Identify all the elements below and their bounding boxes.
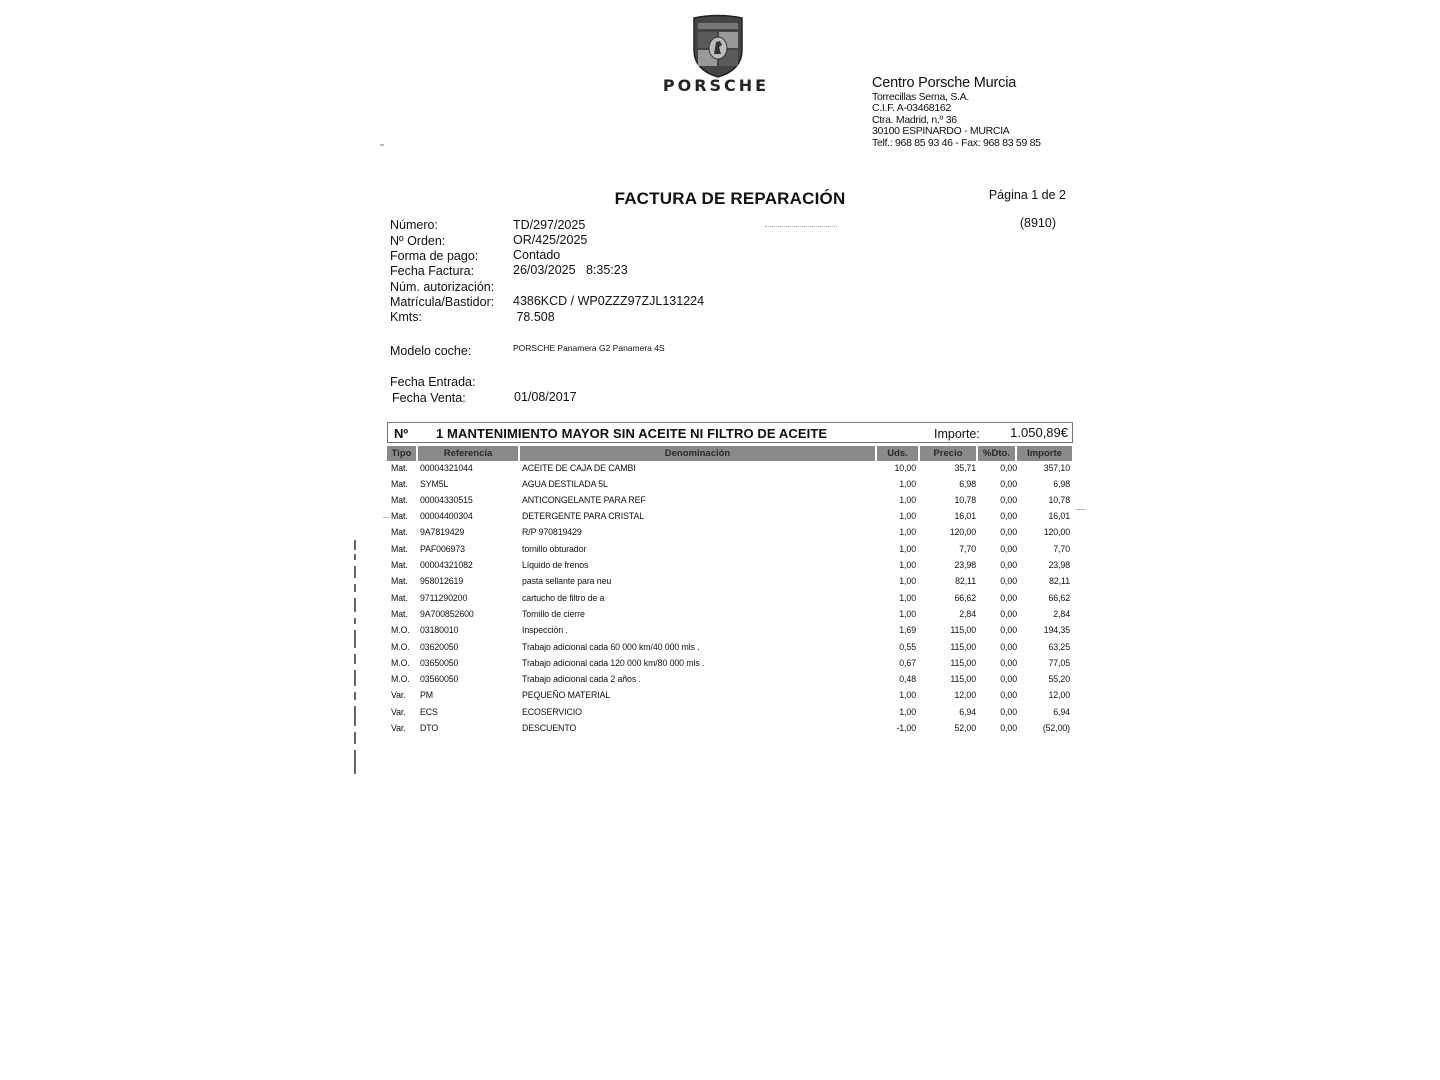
cell-denominacion: PEQUEÑO MATERIAL <box>522 690 611 700</box>
cell-importe: 357,10 <box>1043 463 1070 473</box>
dealer-line: Telf.: 968 85 93 46 - Fax: 968 83 59 85 <box>872 136 1041 149</box>
cell-importe: 82,11 <box>1049 576 1070 586</box>
cell-tipo: Mat. <box>391 527 408 537</box>
dealer-line: 30100 ESPINARDO - MURCIA <box>872 125 1010 137</box>
cell-referencia: ECS <box>420 707 438 717</box>
cell-importe: 7,70 <box>1053 544 1070 554</box>
dealer-address-block <box>872 75 1092 149</box>
cell-dto: 0,00 <box>1000 723 1017 733</box>
cell-dto: 0,00 <box>1000 511 1017 521</box>
cell-importe: (52,00) <box>1042 723 1070 733</box>
cell-tipo: Mat. <box>391 593 408 603</box>
cell-uds: 0,55 <box>899 642 916 652</box>
cell-referencia: 03180010 <box>420 625 459 635</box>
cell-referencia: 00004321082 <box>420 560 473 570</box>
cell-tipo: Var. <box>391 690 406 700</box>
cell-denominacion: DETERGENTE PARA CRISTAL <box>522 511 645 521</box>
cell-denominacion: cartucho de filtro de a <box>522 593 605 603</box>
cell-denominacion: Inspección . <box>522 625 568 635</box>
cell-dto: 0,00 <box>1000 495 1017 505</box>
cell-uds: 0,67 <box>899 658 916 668</box>
cell-uds: 1,00 <box>899 609 916 619</box>
cell-referencia: SYM5L <box>420 479 449 489</box>
cell-importe: 55,20 <box>1048 674 1070 684</box>
cell-importe: 16,01 <box>1048 511 1070 521</box>
cell-denominacion: Trabajo adicional cada 60 000 km/40 000 mls . <box>522 642 700 652</box>
cell-importe: 66,62 <box>1048 593 1070 603</box>
cell-precio: 7,70 <box>959 544 976 554</box>
cell-precio: 6,94 <box>959 707 976 717</box>
field-label-fecha-entrada: Fecha Entrada: <box>390 375 476 389</box>
cell-importe: 23,98 <box>1048 560 1070 570</box>
column-header-precio: Precio <box>920 446 976 461</box>
cell-denominacion: ECOSERVICIO <box>522 707 582 717</box>
cell-dto: 0,00 <box>1000 593 1017 603</box>
cell-dto: 0,00 <box>1000 625 1017 635</box>
scan-artifact <box>1076 509 1086 510</box>
cell-precio: 115,00 <box>950 674 976 684</box>
field-label-fecha-factura: Fecha Factura: <box>390 264 475 278</box>
cell-importe: 194,35 <box>1043 625 1070 635</box>
cell-uds: 1,00 <box>899 495 916 505</box>
column-header-referencia: Referencia <box>418 446 518 461</box>
field-label-matricula: Matrícula/Bastidor: <box>390 295 495 309</box>
field-label-forma-pago: Forma de pago: <box>390 249 479 263</box>
cell-importe: 10,78 <box>1048 495 1070 505</box>
field-label-fecha-venta: Fecha Venta: <box>392 391 466 405</box>
cell-uds: 1,00 <box>899 511 916 521</box>
cell-importe: 6,98 <box>1053 479 1070 489</box>
cell-referencia: 9A7819429 <box>420 527 465 537</box>
field-label-orden: Nº Orden: <box>390 234 446 248</box>
cell-dto: 0,00 <box>1000 576 1017 586</box>
cell-importe: 6,94 <box>1053 707 1070 717</box>
cell-precio: 82,11 <box>955 576 976 586</box>
cell-denominacion: Tornillo de cierre <box>522 609 585 619</box>
cell-precio: 115,00 <box>950 625 976 635</box>
cell-denominacion: Trabajo adicional cada 2 años . <box>522 674 641 684</box>
cell-dto: 0,00 <box>1000 463 1017 473</box>
cell-uds: 1,69 <box>899 625 916 635</box>
dealer-line: Torrecillas Serna, S.A. <box>872 90 969 103</box>
cell-uds: 1,00 <box>899 560 916 570</box>
column-header-dto: %Dto. <box>978 446 1015 461</box>
cell-denominacion: DESCUENTO <box>522 723 577 733</box>
cell-precio: 2,84 <box>959 609 976 619</box>
cell-denominacion: tornillo obturador <box>522 544 587 554</box>
cell-precio: 23,98 <box>954 560 976 570</box>
field-value-kmts: 78.508 <box>513 310 555 324</box>
cell-tipo: Mat. <box>391 576 408 586</box>
field-label-kmts: Kmts: <box>390 310 422 324</box>
cell-dto: 0,00 <box>1000 707 1017 717</box>
cell-denominacion: ACEITE DE CAJA DE CAMBI <box>522 463 636 473</box>
column-header-importe: Importe <box>1017 446 1072 461</box>
cell-tipo: M.O. <box>391 658 410 668</box>
cell-importe: 120,00 <box>1043 527 1070 537</box>
brand-wordmark: PORSCHE <box>662 76 770 95</box>
cell-tipo: M.O. <box>391 642 410 652</box>
cell-importe: 2,84 <box>1053 609 1070 619</box>
cell-precio: 12,00 <box>954 690 976 700</box>
cell-dto: 0,00 <box>1000 527 1017 537</box>
cell-uds: 1,00 <box>899 593 916 603</box>
cell-dto: 0,00 <box>1000 658 1017 668</box>
section-importe-label: Importe: <box>934 427 980 441</box>
cell-tipo: M.O. <box>391 625 410 635</box>
cell-tipo: Mat. <box>391 463 408 473</box>
cell-denominacion: pasta sellante para neu <box>522 576 612 586</box>
field-label-modelo: Modelo coche: <box>390 344 472 358</box>
cell-tipo: Var. <box>391 707 406 717</box>
cell-importe: 77,05 <box>1048 658 1070 668</box>
cell-dto: 0,00 <box>1000 479 1017 489</box>
cell-uds: 1,00 <box>899 707 916 717</box>
field-value-fecha-factura: 26/03/2025 8:35:23 <box>513 263 628 277</box>
cell-referencia: 03560050 <box>420 674 459 684</box>
cell-tipo: Mat. <box>391 609 408 619</box>
cell-referencia: PAF006973 <box>420 544 465 554</box>
cell-uds: 1,00 <box>899 576 916 586</box>
cell-precio: 115,00 <box>950 642 976 652</box>
cell-dto: 0,00 <box>1000 560 1017 570</box>
dealer-line: Ctra. Madrid, n.º 36 <box>872 113 957 126</box>
cell-uds: 10,00 <box>894 463 916 473</box>
field-value-forma-pago: Contado <box>513 248 561 262</box>
field-value-fecha-venta: 01/08/2017 <box>514 390 577 404</box>
cell-tipo: M.O. <box>391 674 410 684</box>
field-label-numero: Número: <box>390 218 438 232</box>
cell-uds: 1,00 <box>899 479 916 489</box>
field-value-numero: TD/297/2025 <box>513 218 586 232</box>
cell-uds: -1,00 <box>896 723 916 733</box>
cell-referencia: DTO <box>420 723 439 733</box>
field-value-matricula: 4386KCD / WP0ZZZ97ZJL131224 <box>513 294 705 308</box>
field-value-modelo: PORSCHE Panamera G2 Panamera 4S <box>513 343 665 353</box>
margin-scan-artifact <box>352 540 360 775</box>
porsche-crest-icon <box>692 14 744 78</box>
column-header-tipo: Tipo <box>387 446 416 461</box>
cell-referencia: 958012619 <box>420 576 464 586</box>
field-value-orden: OR/425/2025 <box>513 233 588 247</box>
dealer-line: C.I.F. A-03468162 <box>872 102 951 114</box>
cell-precio: 120,00 <box>949 527 976 537</box>
scan-artifact <box>383 517 389 518</box>
section-title: 1 MANTENIMIENTO MAYOR SIN ACEITE NI FILTRO DE ACEITE <box>436 426 828 441</box>
cell-precio: 66,62 <box>954 593 976 603</box>
cell-precio: 52,00 <box>954 723 976 733</box>
column-header-denominacion: Denominación <box>520 446 875 461</box>
cell-precio: 16,01 <box>954 511 976 521</box>
section-importe-value: 1.050,89€ <box>1010 425 1068 440</box>
cell-dto: 0,00 <box>1000 642 1017 652</box>
cell-dto: 0,00 <box>1000 609 1017 619</box>
scan-artifact <box>380 144 384 146</box>
cell-denominacion: Trabajo adicional cada 120 000 km/80 000 mls . <box>522 658 705 668</box>
cell-referencia: PM <box>420 690 433 700</box>
cell-referencia: 9A700852600 <box>420 609 474 619</box>
cell-denominacion: AGUA DESTILADA 5L <box>522 479 608 489</box>
cell-denominacion: R/P 970819429 <box>522 527 582 537</box>
cell-referencia: 03620050 <box>420 642 459 652</box>
cell-uds: 0,48 <box>899 674 916 684</box>
cell-tipo: Mat. <box>391 495 408 505</box>
document-title: FACTURA DE REPARACIÓN <box>614 189 846 208</box>
cell-tipo: Mat. <box>391 544 408 554</box>
cell-denominacion: ANTICONGELANTE PARA REF <box>522 495 646 505</box>
cell-uds: 1,00 <box>899 527 916 537</box>
cell-precio: 35,71 <box>954 463 976 473</box>
cell-dto: 0,00 <box>1000 690 1017 700</box>
cell-precio: 115,00 <box>950 658 976 668</box>
cell-tipo: Mat. <box>391 479 408 489</box>
page-number: Página 1 de 2 <box>988 188 1066 202</box>
cell-precio: 6,98 <box>959 479 976 489</box>
cell-referencia: 9711290200 <box>420 593 468 603</box>
field-label-autorizacion: Núm. autorización: <box>390 280 495 294</box>
section-number-label: Nº <box>394 426 409 441</box>
cell-referencia: 00004330515 <box>420 495 473 505</box>
cell-tipo: Mat. <box>391 511 408 521</box>
cell-denominacion: Líquido de frenos <box>522 560 589 570</box>
cell-importe: 63,25 <box>1048 642 1070 652</box>
cell-referencia: 00004400304 <box>420 511 473 521</box>
cell-dto: 0,00 <box>1000 674 1017 684</box>
cell-dto: 0,00 <box>1000 544 1017 554</box>
cell-referencia: 03650050 <box>420 658 459 668</box>
cell-referencia: 00004321044 <box>420 463 473 473</box>
column-header-uds: Uds. <box>877 446 918 461</box>
cell-tipo: Var. <box>391 723 406 733</box>
cell-uds: 1,00 <box>899 544 916 554</box>
cell-importe: 12,00 <box>1048 690 1070 700</box>
dealer-name: Centro Porsche Murcia <box>872 75 1017 91</box>
scan-artifact <box>765 226 837 229</box>
cell-precio: 10,78 <box>954 495 976 505</box>
reference-code: (8910) <box>1019 216 1056 230</box>
cell-tipo: Mat. <box>391 560 408 570</box>
cell-uds: 1,00 <box>899 690 916 700</box>
